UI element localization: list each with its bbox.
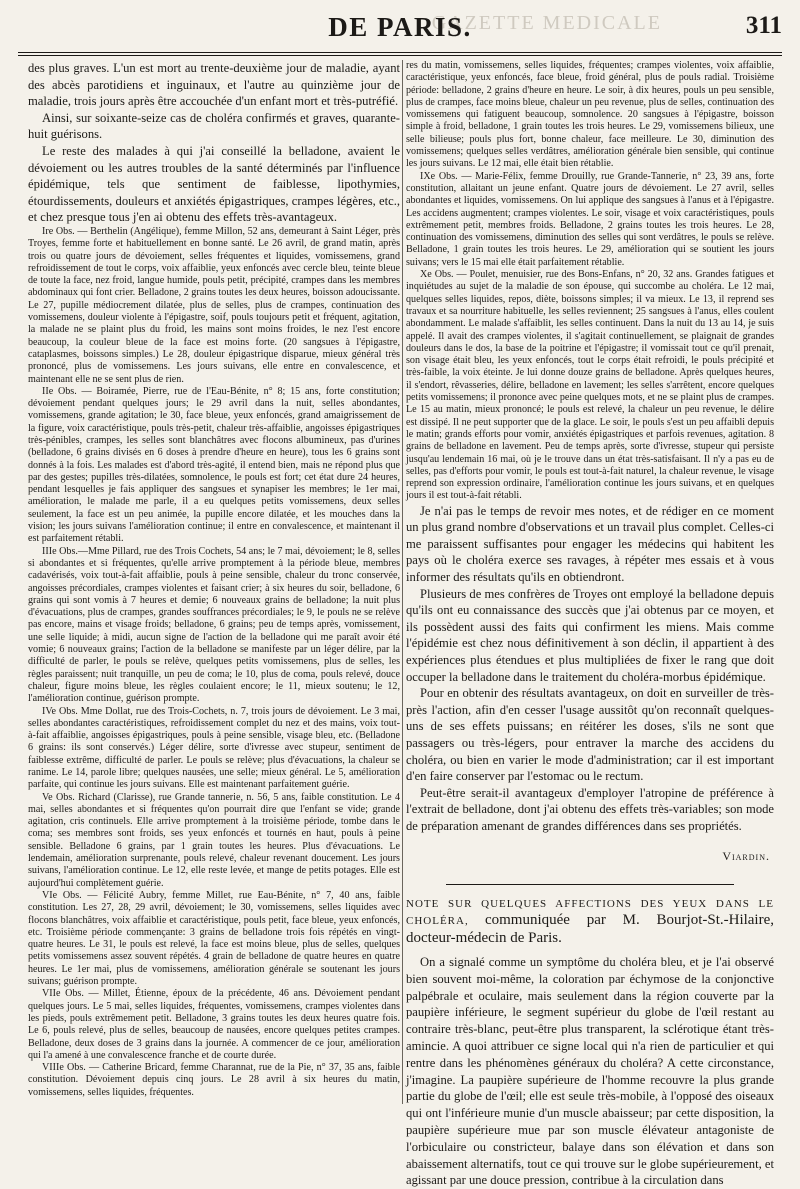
note-subtitle: communiquée par M. Bourjot-St.-Hilaire, docteur-médecin de Paris. [406,912,775,946]
note-body [406,954,774,1189]
author-signature: Viardin. [722,848,770,863]
note-heading [406,895,774,947]
right-column-text [406,60,774,835]
body-paragraph: Ainsi, sur soixante-seize cas de choléra confirmés et graves, quarante-huit guérisons. [28,110,400,142]
observation-paragraph: Ve Obs. Richard (Clarisse), rue Grande tannerie, n. 56, 5 ans, faible constitution. Le 4 mai, selles abondantes et si fréquentes qu'on pourrait dire que l'enfant se vide; grande agitation, cris continuels. Elle arrive promptement à la troisième période, tombe dans le coma; ses membres sont froids, ses yeux enfoncés et tournés en haut, pouls à peine sensible. Belladone 6 grains, par 1 grain toutes les heures. Plus d'évacuations. Le lendemain, amélioration surprenante, pouls relevé, chaleur revenant doucement. Les jours suivans, l'amélioration continue. Le 12, elle reste levée, et mange de petits potages. Elle est aujourd'hui complètement guérie. [28,791,400,889]
body-paragraph: Je n'ai pas le temps de revoir mes notes, et de rédiger en ce moment un plus grand nombre d'observations et un travail plus complet. Celles-ci me paraissent suffisantes pour engager les médecins qui habitent les pays où le choléra exerce ses ravages, à répéter mes essais et à vous informer des résultats qu'ils en obtiendront. [406,503,774,585]
right-column [406,60,775,1188]
observation-paragraph: IIIe Obs.—Mme Pillard, rue des Trois Cochets, 54 ans; le 7 mai, dévoiement; le 8, selles si abondantes et si fréquentes, qu'elle arrive promptement à la période bleue, membres cadavérisés, voix tout-à-fait affaiblie, pouls à peine sensible, chaleur du tronc conservée, angoisses précordiales, crampes violentes et faisant crier; à six heures du soir, belladone, 6 grains qui sont vomis à 7 heures et demie; 6 nouveaux grains de belladone; la nuit plus d'évacuations, plus de crampes, grandes souffrances précordiales; le 9, le pouls ne se relève pas encore, mains et visage froids; belladone, 6 grains; peu de temps après, vomissement, une selle liquide; à midi, aucun signe de l'action de la belladone qui me paraît avoir été vomie; 6 nouveaux grains; l'action de la belladone se manifeste par un léger délire, par la difficulté de parler, le pouls se relève, quelques petits vomissemens, plus de selles, les règles paraissent; nuit tranquille, un peu de coma; le 10, plus de coma, pouls relevé, douce chaleur, figure moins bleue, les règles coulaient encore; le 11, mieux soutenu; le 12, l'amélioration continue, guérison prompte. [28,545,400,705]
page-number: 311 [745,12,782,39]
note-paragraph: On a signalé comme un symptôme du choléra bleu, et je l'ai observé bien souvent moi-même, la coloration par échymose de la conjonctive palpébrale et oculaire, mais seulement dans la région couverte par la paupière inférieure, le segment supérieur du globe de l'œil restant au contraire très-blanc, peut-être plus transparent, la sclérotique étant très-amincie. A quoi attribuer ce signe local qui n'a rien de particulier et qui rentre dans les phénomènes généraux du choléra? A cette circonstance, j'imagine. La paupière supérieure de l'homme recouvre la plus grande partie du globe de l'œil; elle est seule très-mobile, à l'opposé des oiseaux qui ont l'inférieure munie d'un muscle abaisseur; par cette disposition, la paupière supérieure mue par son muscle élévateur antagoniste de l'orbiculaire ou constricteur, balaye dans son élévation et dans son abaissement alternatifs, tout ce qui trouve sur le globe supérieurement, et agissant par une douce pression, contribue à la circulation dans [406,955,774,1188]
observation-paragraph: Ire Obs. — Berthelin (Angélique), femme Millon, 52 ans, demeurant à Saint Léger, près Troyes, femme forte et habituellement en bonne santé. Le 26 avril, de grand matin, après trois ou quatre jours de dévoiement, selles fréquentes et liquides, vomissemens, grand refroidissement de tout le corps, voix affaiblie, yeux enfoncés avec cercle bleu, teinte bleue de toute la face, nez froid, langue humide, pouls petit, précipité, crampes dans les membres abdominaux qui font crier. Belladone, 2 grains toutes les deux heures, boisson adoucissante. Le 27, pupille médiocrement dilatée, plus de selles, plus de crampes, continuation des vomissemens, douleur violente à l'épigastre, soif, pouls toujours petit et fréquent, agitation, la malade ne se plaint plus du froid, les mains sont moins froides, le nez l'est encore beaucoup, la couleur bleue de la face est moins forte. (20 sangsues à l'épigastre, cataplasmes, boissons simples.) Le 28, douleur épigastrique disparue, mieux général très prononcé, plus de vomissemens. Les jours suivans, elle entre en convalescence, et maintenant elle ne se sent plus de rien. [28,225,400,385]
observation-paragraph: IIe Obs. — Boiramée, Pierre, rue de l'Eau-Bénite, n° 8; 15 ans, forte constitution; dévoiement pendant quelques jours; le 29 avril dans la nuit, selles abondantes, vomissemens, grande agitation; le 30, face bleue, yeux enfoncés, grand amaigrissement de la figure, voix caractéristique, pouls très-petit, chaleur très-affaiblie, angoisses épigastriques très-pénibles, crampes, les selles sont blanchâtres avec flocons albumineux, pas d'urines (belladone, 6 grains divisés en 6 doses à prendre d'heure en heure), tous les 6 grains sont donnés à la fois. Les malades est d'abord très-agité, il entend bien, mais ne répond plus que par des gestes; pupilles très-dilatées, somnolence, le pouls est fort; cet état dure 24 heures, pendant lesquelles je fais appliquer des sangsues et synapiser les membres; le 1er mai, amélioration, le malade me parle, il a eu quelques petits vomissemens, deux selles seulement, la face est un peu animée, la pupille encore dilatée, et les mouches dans la vision; les jours suivans l'amélioration continue; il entre en convalescence, et maintenant il est parfaitement rétabli. [28,385,400,545]
observation-paragraph: IVe Obs. Mme Dollat, rue des Trois-Cochets, n. 7, trois jours de dévoiement. Le 3 mai, selles abondantes caractéristiques, refroidissement complet du nez et des mains, voix tout-à-fait affaiblie, angoisses épigastriques, pouls à peine sensible, visage bleu, etc. (Belladone 6 grains: ils sont conservés.) Léger délire, sorte d'ivresse avec stupeur, sentiment de faiblesse extrême, difficulté de parler. Le pouls se relève; plus d'évacuations, la chaleur se ranime. Le 14, parole libre; quelques nausées, une selle; mieux général. Le 5, amélioration parfaite, qui continue les jours suivans. Elle est maintenant parfaitement guérie. [28,705,400,791]
header-rule-second [18,55,782,56]
note-title: NOTE SUR QUELQUES AFFECTIONS DES YEUX DANS LE CHOLÉRA, [406,897,774,928]
bleed-through-text: GAZETTE MEDICALE [431,12,662,34]
observation-paragraph: VIIIe Obs. — Catherine Bricard, femme Charannat, rue de la Pie, n° 37, 35 ans, faible constitution. Dévoiement depuis cinq jours. Le 28 avril à six heures du matin, vomissemens, selles liquides, fréquentes. [28,1062,400,1098]
body-paragraph: Plusieurs de mes confrères de Troyes ont employé la belladone depuis qu'ils ont eu connaissance des succès que j'ai obtenus par ce moyen, et ils possèdent aussi des faits qui confirment les miens. Mais comme l'épidémie est chez nous définitivement à son déclin, il appartient à des expériences plus étendues et plus multipliées de fixer le rang que doit occuper la belladone dans le traitement du choléra-morbus épidémique. [406,586,774,684]
observation-paragraph: Xe Obs. — Poulet, menuisier, rue des Bons-Enfans, n° 20, 32 ans. Grandes fatigues et inquiétudes au sujet de la maladie de son épouse, qui succombe au choléra. Le 12 mai, quelques selles liquides, repos, diète, boissons simples; il va mieux. Le 13, il reprend ses travaux et sa nourriture habituelle, les selles reviennent; 25 sangsues à l'anus, elles coulent abondamment. Le malade s'affaiblit, les selles continuent. Dans la nuit du 13 au 14, je suis appelé. Il avait des crampes violentes, il s'agitait continuellement, se plaignait de grandes douleurs dans le dos, la base de la poitrine et l'épigastre; il vomissait tout ce qu'il prenait, son visage était bleu, les yeux enfoncés, tout le corps était refroidi, le pouls précipité et très-faible, la voix éteinte. Je lui donne douze grains de belladone. Après quelques heures, il s'endort, rêvasseries, délire, belladone en lavement; les selles s'arrêtent, encore quelques petits vomissemens; il prononce avec peine quelques mots, et ne se plaint plus de crampes. Le 15 au matin, mieux prononcé; le pouls est relevé, la chaleur un peu revenue, le délire est dissipé. Il ne peut supporter que de la glace. Le soir, le pouls s'est un peu affaibli depuis le matin; grands efforts pour vomir, anxiétés épigastriques et parfois revenues, agitation. 8 grains de belladone en lavement. Peu de temps après, sorte d'ivresse, stupeur qui persiste jusqu'au lendemain 16 mai, où je le trouve dans un état très-satisfaisant. Il n'y a pas eu de selles, pas d'efforts pour vomir, le pouls est tout-à-fait naturel, la chaleur revenue, le visage reprend son expression ordinaire, l'amélioration continue les jours suivans, et en quelques jours il est tout-à-fait rétabli. [406,269,774,502]
observation-paragraph: res du matin, vomissemens, selles liquides, fréquentes; crampes violentes, voix affaiblie, caractéristique, yeux enfoncés, face bleue, froid général, plus de pouls radial. Troisième période: belladone, 2 grains d'heure en heure. Le soir, à dix heures, pouls un peu sensible, plus de crampes, face moins bleue, chaleur un peu revenue, plus de selles, continuation des vomissemens qui fatiguent beaucoup, somnolence. 20 sangsues à l'épigastre, boisson simple à froid, belladone, 1 grain toutes les trois heures. Le 29, vomissemens bilieux, une selle bilieuse; pouls plus fort, bonne chaleur, face meilleure. Le 30, diminution des vomissemens; quelques selles verdâtres, amélioration générale bien sensible, qui continue les jours suivans. Le 12 mai, elle était bien rétablie. [406,60,774,170]
header-rule [18,52,782,53]
page-title: DE PARIS. [328,12,472,42]
left-column [28,60,400,1106]
body-paragraph: Pour en obtenir des résultats avantageux, on doit en surveiller de très-près l'action, afin d'en cesser l'usage aussitôt qu'on reconnaît quelques-uns de ses effets puissans; en réitérer les doses, s'ils ne sont que passagers ou très-légers, pour entraver la marche des accidens du choléra, ou bien en varier le mode d'administration; car il est important d'en faire conserver par l'estomac ou le rectum. [406,686,774,784]
column-divider [402,60,403,1104]
observation-paragraph: VIIe Obs. — Millet, Étienne, époux de la précédente, 46 ans. Dévoiement pendant quelques jours. Le 5 mai, selles liquides, fréquentes, vomissemens, crampes violentes dans les pieds, pouls extrêmement petit. Belladone, 3 grains toutes les deux heures quatre fois. Le 6, pouls relevé, plus de selles, beaucoup de nausées, encore quelques petites crampes. Belladone, deux doses de 3 grains dans la journée. A commencer de ce jour, amélioration qui l'a amené à une convalescence franche et de courte durée. [28,988,400,1061]
article-separator [446,884,734,885]
page-header [18,10,782,50]
observation-paragraph: IXe Obs. — Marie-Félix, femme Drouilly, rue Grande-Tannerie, n° 23, 39 ans, forte constitution, allaitant un jeune enfant. Quatre jours de dévoiement. Le 27 avril, selles abondantes et liquides, vomissemens. On lui applique des sangsues à l'anus et à l'épigastre. Les accidens augmentent; crampes violentes. Le soir, visage et voix caractéristiques, pouls extrêmement petit, membres froids. Belladone, 2 grains toutes les trois heures. Le 28, continuation des vomissemens, diminution des selles qui sont verdâtres, le pouls se relève. Belladone, 1 grain toutes les trois heures. Le 29, amélioration qui se soutient les jours suivans; vers le 15 mai elle était parfaitement rétablie. [406,170,774,268]
body-paragraph: Peut-être serait-il avantageux d'employer l'atropine de préférence à l'extrait de belladone, dont j'ai obtenu des effets très-variables; son mode de préparation amenant de grandes différences dans ses propriétés. [406,785,774,833]
observation-paragraph: VIe Obs. — Félicité Aubry, femme Millet, rue Eau-Bénite, n° 7, 40 ans, faible constitution. Les 27, 28, 29 avril, dévoiement; le 30, vomissemens, selles liquides avec flocons blanchâtres, voix affaiblie et caractéristique, pouls petit, face bleue, yeux enfoncés, etc. Troisième période commençante: 3 grains de belladone trois fois répétés en vingt-quatre heures. Le 31, le pouls est relevé, la face est moins bleue, plus de selles, quelques petits vomissemens assez souvent répétés. 4 grain de belladone de quatre heures en quatre heures. Le 1er mai, plus de vomissemens, amélioration générale se soutenant les jours suivans; guérison prompte. [28,889,400,988]
body-paragraph: Le reste des malades à qui j'ai conseillé la belladone, avaient le dévoiement ou les autres troubles de la santé déterminés par l'influence épidémique, tels que sentiment de faiblesse, lipothymies, étourdissements, douleurs et anxiétés épigastriques, crampes légères, etc., et chez presque tous j'en ai obtenu des effets très-avantageux. [28,143,400,225]
body-paragraph: des plus graves. L'un est mort au trente-deuxième jour de maladie, ayant des abcès parotidiens et inguinaux, et l'autre au quinzième jour de maladie, trois jours après être accouchée d'un enfant mort et très-putréfié. [28,61,400,109]
